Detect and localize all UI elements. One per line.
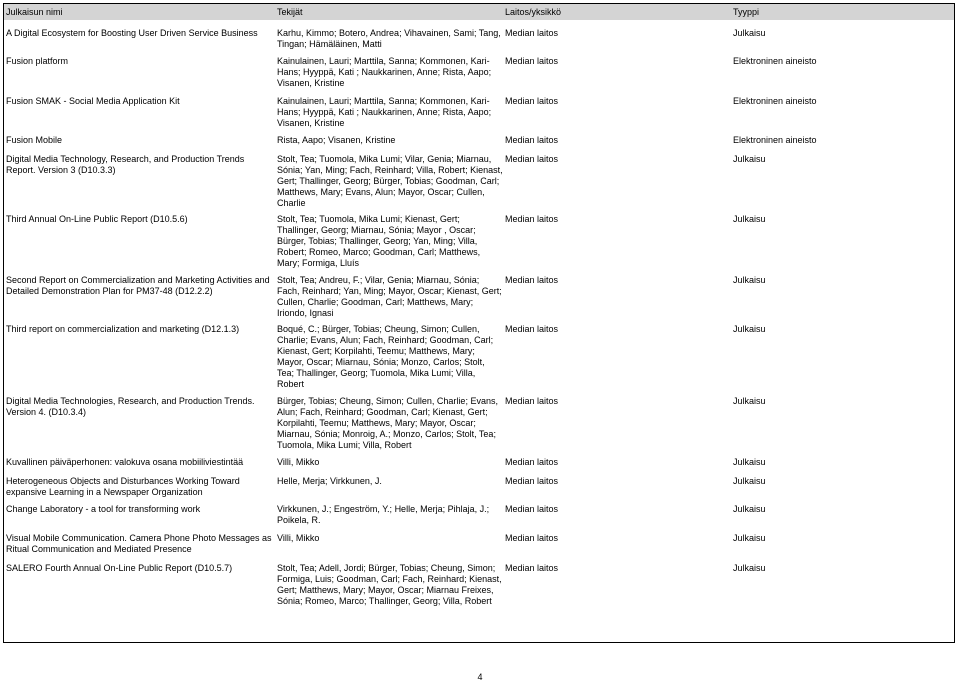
- publication-title: Fusion platform: [6, 56, 69, 66]
- publication-authors: Villi, Mikko: [277, 533, 320, 543]
- table-header: [4, 4, 954, 20]
- publication-title: A Digital Ecosystem for Boosting User Driven Service Business: [6, 28, 258, 38]
- publication-unit: Median laitos: [505, 135, 559, 145]
- publication-type: Elektroninen aineisto: [733, 135, 817, 145]
- publication-type: Julkaisu: [733, 275, 766, 285]
- publication-unit: Median laitos: [505, 214, 559, 224]
- publication-type: Julkaisu: [733, 457, 766, 467]
- publication-type: Julkaisu: [733, 28, 766, 38]
- publication-title: Second Report on Commercialization and Marketing Activities and Detailed Demonstration Plan for PM37-48 (D12.2.2): [6, 275, 270, 296]
- publication-unit: Median laitos: [505, 56, 559, 66]
- publication-authors: Karhu, Kimmo; Botero, Andrea; Vihavainen, Sami; Tang, Tingan; Hämäläinen, Matti: [277, 28, 501, 49]
- publication-unit: Median laitos: [505, 396, 559, 406]
- publication-unit: Median laitos: [505, 324, 559, 334]
- page-number: 4: [477, 672, 483, 682]
- publication-title: SALERO Fourth Annual On-Line Public Report (D10.5.7): [6, 563, 233, 573]
- publication-authors: Stolt, Tea; Adell, Jordi; Bürger, Tobias; Cheung, Simon; Formiga, Luis; Goodman, Carl; Fach, Reinhard; Kienast, Gert; Matthews, Mary; Mayor, Oscar; Miarnau Freixes, Sónia; Romeo, Marco; Thallinger, Georg; Villa, Robert: [277, 563, 502, 606]
- publication-type: Elektroninen aineisto: [733, 56, 817, 66]
- publication-type: Julkaisu: [733, 324, 766, 334]
- publication-type: Julkaisu: [733, 533, 766, 543]
- publication-authors: Virkkunen, J.; Engeström, Y.; Helle, Merja; Pihlaja, J.; Poikela, R.: [277, 504, 490, 525]
- publication-unit: Median laitos: [505, 96, 559, 106]
- publication-type: Julkaisu: [733, 563, 766, 573]
- publication-authors: Bürger, Tobias; Cheung, Simon; Cullen, Charlie; Evans, Alun; Fach, Reinhard; Goodman, Carl; Kienast, Gert; Korpilahti, Teemu; Matthews, Mary; Mayor, Oscar; Miarnau, Sónia; Monroig, A.; Monzo, Carlos; Stolt, Tea; Tuomola, Mika Lumi; Villa, Robert: [277, 396, 498, 450]
- publication-title: Fusion Mobile: [6, 135, 63, 145]
- publication-type: Julkaisu: [733, 476, 766, 486]
- publication-authors: Stolt, Tea; Tuomola, Mika Lumi; Kienast, Gert; Thallinger, Georg; Miarnau, Sónia; Mayor , Oscar; Bürger, Tobias; Thallinger, Georg; Yan, Ming; Villa, Robert; Romeo, Marco; Goodman, Carl; Matthews, Mary; Formiga, Lluís: [277, 214, 481, 268]
- header-type: Tyyppi: [733, 7, 760, 17]
- publication-authors: Stolt, Tea; Andreu, F.; Vilar, Genia; Miarnau, Sónia; Fach, Reinhard; Yan, Ming; Mayor, Oscar; Kienast, Gert; Cullen, Charlie; Goodman, Carl; Matthews, Mary; Iriondo, Ignasi: [277, 275, 502, 318]
- publication-title: Digital Media Technologies, Research, and Production Trends. Version 4. (D10.3.4): [6, 396, 255, 417]
- publication-unit: Median laitos: [505, 476, 559, 486]
- publication-type: Julkaisu: [733, 504, 766, 514]
- publication-unit: Median laitos: [505, 28, 559, 38]
- publication-type: Julkaisu: [733, 396, 766, 406]
- publication-authors: Boqué, C.; Bürger, Tobias; Cheung, Simon; Cullen, Charlie; Evans, Alun; Fach, Reinhard; Goodman, Carl; Kienast, Gert; Korpilahti, Teemu; Matthews, Mary; Mayor, Oscar; Miarnau, Sónia; Monzo, Carlos; Stolt, Tea; Thallinger, Georg; Tuomola, Mika Lumi; Villa, Robert: [277, 324, 494, 389]
- publication-title: Third Annual On-Line Public Report (D10.5.6): [6, 214, 188, 224]
- publication-unit: Median laitos: [505, 275, 559, 285]
- publication-unit: Median laitos: [505, 457, 559, 467]
- publication-unit: Median laitos: [505, 533, 559, 543]
- publication-type: Julkaisu: [733, 214, 766, 224]
- publication-unit: Median laitos: [505, 504, 559, 514]
- publication-authors: Helle, Merja; Virkkunen, J.: [277, 476, 382, 486]
- header-title: Julkaisun nimi: [6, 7, 63, 17]
- publication-title: Visual Mobile Communication. Camera Phone Photo Messages as Ritual Communication and Mediated Presence: [6, 533, 272, 554]
- publication-authors: Rista, Aapo; Visanen, Kristine: [277, 135, 396, 145]
- publication-unit: Median laitos: [505, 563, 559, 573]
- publication-type: Elektroninen aineisto: [733, 96, 817, 106]
- publication-type: Julkaisu: [733, 154, 766, 164]
- header-authors: Tekijät: [277, 7, 303, 17]
- publication-table: [3, 3, 955, 643]
- publication-title: Change Laboratory - a tool for transforming work: [6, 504, 201, 514]
- publication-authors: Stolt, Tea; Tuomola, Mika Lumi; Vilar, Genia; Miarnau, Sónia; Yan, Ming; Fach, Reinhard; Villa, Robert; Kienast, Gert; Thallinger, Georg; Bürger, Tobias; Goodman, Carl; Matthews, Mary; Evans, Alun; Mayor, Oscar; Cullen, Charlie: [277, 154, 503, 208]
- publication-title: Digital Media Technology, Research, and Production Trends Report. Version 3 (D10.3.3): [6, 154, 245, 175]
- publication-unit: Median laitos: [505, 154, 559, 164]
- publication-title: Heterogeneous Objects and Disturbances Working Toward expansive Learning in a Newspaper Organization: [6, 476, 240, 497]
- publication-title: Third report on commercialization and marketing (D12.1.3): [6, 324, 240, 334]
- publication-authors: Villi, Mikko: [277, 457, 320, 467]
- publication-authors: Kainulainen, Lauri; Marttila, Sanna; Kommonen, Kari-Hans; Hyyppä, Kati ; Naukkarinen, Anne; Rista, Aapo; Visanen, Kristine: [277, 56, 492, 88]
- publication-title: Fusion SMAK - Social Media Application Kit: [6, 96, 180, 106]
- publication-authors: Kainulainen, Lauri; Marttila, Sanna; Kommonen, Kari-Hans; Hyyppä, Kati ; Naukkarinen, Anne; Rista, Aapo; Visanen, Kristine: [277, 96, 492, 128]
- header-unit: Laitos/yksikkö: [505, 7, 562, 17]
- publication-title: Kuvallinen päiväperhonen: valokuva osana mobiiliviestintää: [6, 457, 244, 467]
